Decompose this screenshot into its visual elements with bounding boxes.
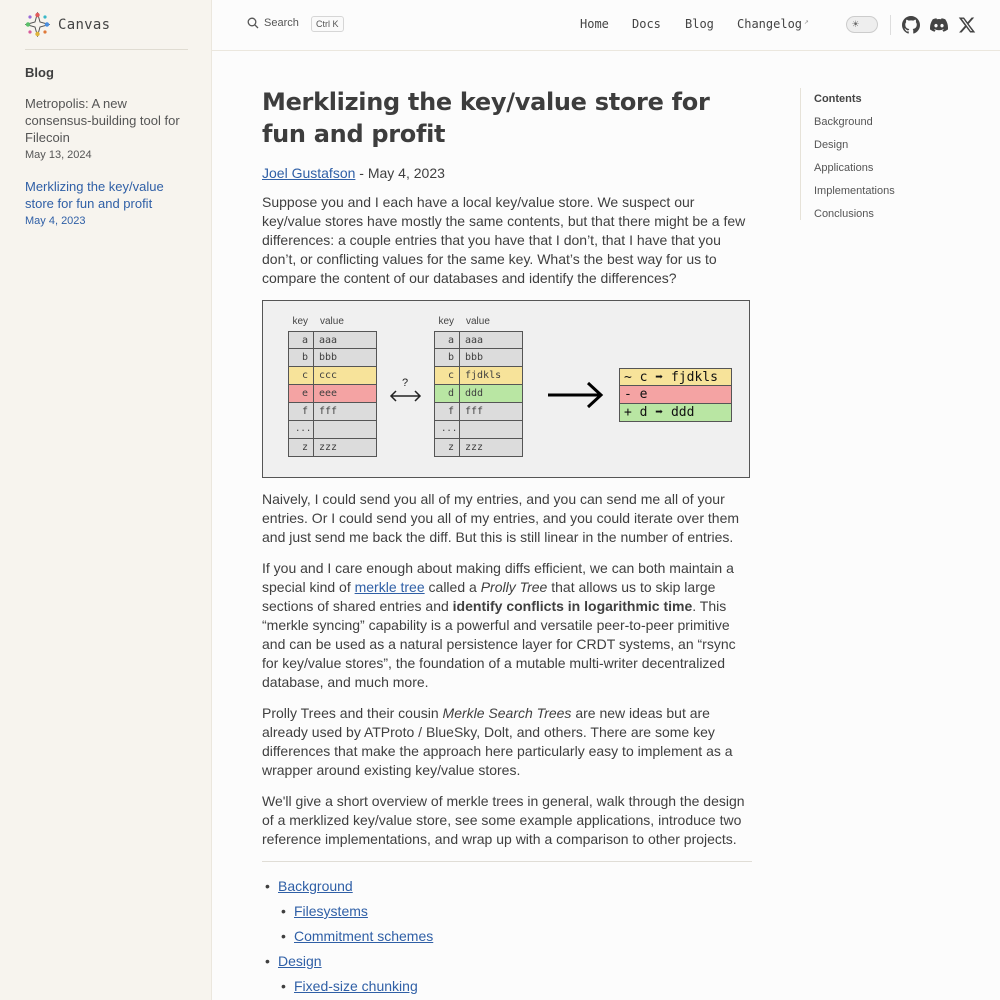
kv-row <box>288 439 377 457</box>
sidebar-post-title: Merklizing the key/value store for fun and profit <box>25 179 164 211</box>
kv-value-cell <box>314 421 377 439</box>
article <box>262 86 752 999</box>
compare-arrows-icon <box>383 376 428 406</box>
nav-blog[interactable]: Blog <box>685 17 714 31</box>
toc-subitem <box>294 974 752 999</box>
canvas-logo-icon <box>25 12 50 37</box>
kv-key-cell: c <box>434 367 460 385</box>
contents-item-background[interactable]: Background <box>814 116 873 128</box>
sidebar-post-merklizing[interactable] <box>25 178 195 227</box>
theme-toggle[interactable] <box>846 16 878 33</box>
merkle-tree-link[interactable]: merkle tree <box>354 579 425 595</box>
kv-row <box>288 385 377 403</box>
paragraph-4 <box>262 704 752 780</box>
sidebar <box>0 0 212 1000</box>
top-bar <box>212 0 1000 51</box>
kv-key-cell: b <box>288 349 314 367</box>
logo-text: Canvas <box>58 16 111 33</box>
kv-value-cell: aaa <box>314 331 377 349</box>
toc-subitem <box>294 924 752 949</box>
kv-table-body <box>288 331 377 457</box>
kv-table-header <box>434 313 523 331</box>
toc-subitem <box>294 899 752 924</box>
diff-result-table <box>619 368 732 422</box>
external-link-icon: ↗ <box>804 17 809 26</box>
key-header: key <box>292 316 308 327</box>
value-header: value <box>466 316 490 327</box>
compare-question-mark: ? <box>401 377 409 389</box>
toc-link-fixed-size-chunking[interactable]: Fixed-size chunking <box>294 978 418 994</box>
byline <box>262 165 752 181</box>
kv-key-cell: f <box>288 403 314 421</box>
search-shortcut-badge: Ctrl K <box>311 16 344 32</box>
kv-value-cell: fff <box>460 403 523 421</box>
kv-row <box>288 367 377 385</box>
text-span: are new ideas but are already used by ATProto / BlueSky, Dolt, and others. There are some key differences that make the approach here particularly easy to implement as a wrapper around existing key/value stores. <box>262 705 733 778</box>
contents-item-conclusions[interactable]: Conclusions <box>814 208 874 220</box>
author-link[interactable]: Joel Gustafson <box>262 165 356 181</box>
kv-value-cell: bbb <box>460 349 523 367</box>
article-date: May 4, 2023 <box>367 165 445 181</box>
text-span: that allows us to skip large sections of shared entries and <box>262 579 716 614</box>
kv-row <box>434 331 523 349</box>
kv-table-body <box>434 331 523 457</box>
kv-value-cell: fjdkls <box>460 367 523 385</box>
value-header: value <box>320 316 344 327</box>
kv-key-cell: f <box>434 403 460 421</box>
text-span: Prolly Trees and their cousin <box>262 705 443 721</box>
kv-value-cell: eee <box>314 385 377 403</box>
kv-key-cell: d <box>434 385 460 403</box>
paragraph-1: Suppose you and I each have a local key/value store. We suspect our key/value stores have mostly the same contents, but that there might be a few differences: a couple entries that you have that I don’t, that I have that you don’t, or conflicting values for the same key. What’s the best way for us to compare the content of our databases and identify the differences? <box>262 194 746 286</box>
kv-key-cell: a <box>434 331 460 349</box>
kv-table-header <box>288 313 377 331</box>
search-icon <box>247 17 259 29</box>
sidebar-divider <box>25 49 188 50</box>
toc-item <box>278 949 752 999</box>
kv-value-cell: ddd <box>460 385 523 403</box>
kv-row <box>434 349 523 367</box>
discord-icon[interactable] <box>930 16 948 34</box>
section-divider <box>262 861 752 862</box>
kv-row <box>288 403 377 421</box>
kv-key-cell: e <box>288 385 314 403</box>
byline-separator: - <box>355 165 368 181</box>
prolly-tree-term: Prolly Tree <box>480 579 548 595</box>
kv-key-cell: b <box>434 349 460 367</box>
kv-row <box>434 439 523 457</box>
kv-value-cell: aaa <box>460 331 523 349</box>
kv-value-cell: zzz <box>314 439 377 457</box>
search-button[interactable] <box>247 17 299 29</box>
kv-row <box>288 349 377 367</box>
kv-value-cell: zzz <box>460 439 523 457</box>
merkle-search-trees-term: Merkle Search Trees <box>442 705 572 721</box>
contents-sidebar <box>800 88 950 220</box>
nav-changelog[interactable] <box>737 17 809 31</box>
kv-key-cell: ... <box>434 421 460 439</box>
diff-row: + d ➡ ddd <box>619 404 732 422</box>
toc-link-filesystems[interactable]: Filesystems <box>294 903 368 919</box>
paragraph-2: Naively, I could send you all of my entries, and you can send me all of your entries. Or I could send you all of my entries, and you could iterate over them and just send me back the diff. But this is still linear in the number of entries. <box>262 491 740 545</box>
kv-table-left <box>288 313 377 457</box>
kv-row <box>434 403 523 421</box>
kv-key-cell: z <box>434 439 460 457</box>
toc-link-background[interactable]: Background <box>278 878 353 894</box>
kv-value-cell: fff <box>314 403 377 421</box>
contents-item-implementations[interactable]: Implementations <box>814 185 895 197</box>
article-toc <box>262 874 752 999</box>
diff-row: ~ c ➡ fjdkls <box>619 368 732 386</box>
contents-item-applications[interactable]: Applications <box>814 162 874 174</box>
paragraph-5: We'll give a short overview of merkle trees in general, walk through the design of a merklized key/value store, see some example applications, introduce two reference implementations, and wrap up with a comparison to other projects. <box>262 793 745 847</box>
sidebar-heading: Blog <box>25 65 54 80</box>
nav-changelog-label: Changelog <box>737 17 803 31</box>
result-arrow-icon <box>545 379 605 411</box>
contents-item-design[interactable]: Design <box>814 139 849 151</box>
text-span: called a <box>424 579 481 595</box>
toc-link-commitment-schemes[interactable]: Commitment schemes <box>294 928 434 944</box>
sidebar-post-date: May 4, 2023 <box>25 215 86 227</box>
kv-value-cell: bbb <box>314 349 377 367</box>
kv-row <box>434 421 523 439</box>
text-span: If you and I care enough about making diffs efficient, we can both maintain a special kind of <box>262 560 734 595</box>
toc-link-design[interactable]: Design <box>278 953 322 969</box>
kv-key-cell: ... <box>288 421 314 439</box>
kv-value-cell: ccc <box>314 367 377 385</box>
kv-diff-figure <box>262 300 750 478</box>
sun-icon: ☀ <box>851 19 860 29</box>
github-icon[interactable] <box>902 16 920 34</box>
sidebar-post-metropolis[interactable] <box>25 95 195 161</box>
article-title: Merklizing the key/value store for fun and profit <box>262 88 710 148</box>
text-span: . This “merkle syncing” capability is a powerful and versatile peer-to-peer primitive and can be used as a natural persistence layer for CRDT systems, an “rsync for key/value stores”, the foundation of a mutable multi-writer decentralized database, and much more. <box>262 598 736 690</box>
emphasis-text: identify conflicts in logarithmic time <box>452 598 693 614</box>
kv-key-cell: a <box>288 331 314 349</box>
kv-key-cell: c <box>288 367 314 385</box>
key-header: key <box>438 316 454 327</box>
kv-row <box>434 367 523 385</box>
header-divider <box>890 15 891 35</box>
nav-home[interactable]: Home <box>580 17 609 31</box>
kv-value-cell <box>460 421 523 439</box>
nav-docs[interactable]: Docs <box>632 17 661 31</box>
sidebar-post-date: May 13, 2024 <box>25 149 92 161</box>
kv-table-right <box>434 313 523 457</box>
kv-row <box>434 385 523 403</box>
kv-key-cell: z <box>288 439 314 457</box>
search-label: Search <box>264 17 299 29</box>
contents-title: Contents <box>814 93 862 105</box>
logo-link[interactable] <box>25 12 110 37</box>
kv-row <box>288 331 377 349</box>
diff-row: - e <box>619 386 732 404</box>
paragraph-3 <box>262 559 752 692</box>
sidebar-post-title: Metropolis: A new consensus-building tool for Filecoin <box>25 96 180 145</box>
x-twitter-icon[interactable] <box>958 16 976 34</box>
kv-row <box>288 421 377 439</box>
toc-item <box>278 874 752 949</box>
